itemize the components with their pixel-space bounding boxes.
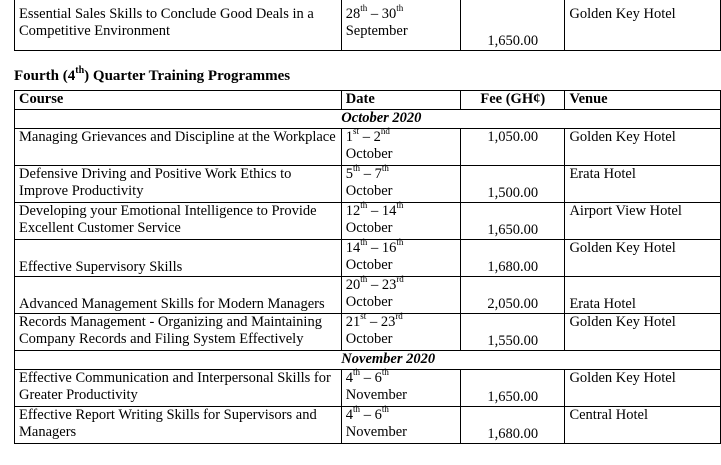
course-cell: Effective Report Writing Skills for Supervisors and Managers	[15, 407, 342, 444]
fee-cell: 1,050.00	[461, 129, 565, 166]
fee-cell: 2,050.00	[461, 277, 565, 314]
fee-cell: 1,550.00	[461, 314, 565, 351]
course-cell: Developing your Emotional Intelligence to Provide Excellent Customer Service	[15, 203, 342, 240]
header-course: Course	[15, 91, 342, 110]
month-spacer	[15, 110, 342, 129]
venue-cell: Golden Key Hotel	[565, 240, 721, 277]
table-row	[15, 277, 721, 314]
month-spacer	[15, 351, 342, 370]
table-row	[15, 314, 721, 351]
date-cell: 5th – 7th October	[341, 166, 460, 203]
fee-cell: 1,680.00	[461, 407, 565, 444]
venue-cell: Erata Hotel	[565, 277, 721, 314]
date-cell: 28th – 30th September	[341, 0, 460, 51]
fee-cell: 1,500.00	[461, 166, 565, 203]
table-row	[15, 370, 721, 407]
date-cell: 4th – 6th November	[341, 407, 460, 444]
header-venue: Venue	[565, 91, 721, 110]
table-row	[15, 203, 721, 240]
date-cell: 21st – 23rd October	[341, 314, 460, 351]
table-row	[15, 129, 721, 166]
venue-cell: Airport View Hotel	[565, 203, 721, 240]
course-cell: Advanced Management Skills for Modern Managers	[15, 277, 342, 314]
fee-cell: 1,650.00	[461, 0, 565, 51]
venue-cell: Central Hotel	[565, 407, 721, 444]
fourth-quarter-table	[14, 90, 721, 444]
fee-cell: 1,680.00	[461, 240, 565, 277]
month-row	[15, 110, 721, 129]
venue-cell: Erata Hotel	[565, 166, 721, 203]
date-cell: 20th – 23rd October	[341, 277, 460, 314]
header-date: Date	[341, 91, 460, 110]
table-row	[15, 240, 721, 277]
table-header-row	[15, 91, 721, 110]
venue-cell: Golden Key Hotel	[565, 314, 721, 351]
course-cell: Defensive Driving and Positive Work Ethics to Improve Productivity	[15, 166, 342, 203]
course-cell: Records Management - Organizing and Maintaining Company Records and Filing System Effectively	[15, 314, 342, 351]
course-cell: Managing Grievances and Discipline at the Workplace	[15, 129, 342, 166]
previous-quarter-table	[14, 0, 721, 51]
header-fee: Fee (GH¢)	[461, 91, 565, 110]
course-cell: Effective Communication and Interpersonal Skills for Greater Productivity	[15, 370, 342, 407]
fee-cell: 1,650.00	[461, 203, 565, 240]
date-cell: 14th – 16th October	[341, 240, 460, 277]
table-row	[15, 166, 721, 203]
month-row	[15, 351, 721, 370]
table-row	[15, 0, 721, 51]
venue-cell: Golden Key Hotel	[565, 370, 721, 407]
fee-cell: 1,650.00	[461, 370, 565, 407]
venue-cell: Golden Key Hotel	[565, 129, 721, 166]
table-row	[15, 407, 721, 444]
month-label: November 2020	[341, 351, 720, 370]
date-cell: 12th – 14th October	[341, 203, 460, 240]
section-title: Fourth (4th) Quarter Training Programmes	[14, 65, 291, 84]
date-cell: 1st – 2nd October	[341, 129, 460, 166]
month-label: October 2020	[341, 110, 720, 129]
venue-cell: Golden Key Hotel	[565, 0, 721, 51]
course-cell: Essential Sales Skills to Conclude Good Deals in a Competitive Environment	[15, 0, 342, 51]
course-cell: Effective Supervisory Skills	[15, 240, 342, 277]
date-cell: 4th – 6th November	[341, 370, 460, 407]
